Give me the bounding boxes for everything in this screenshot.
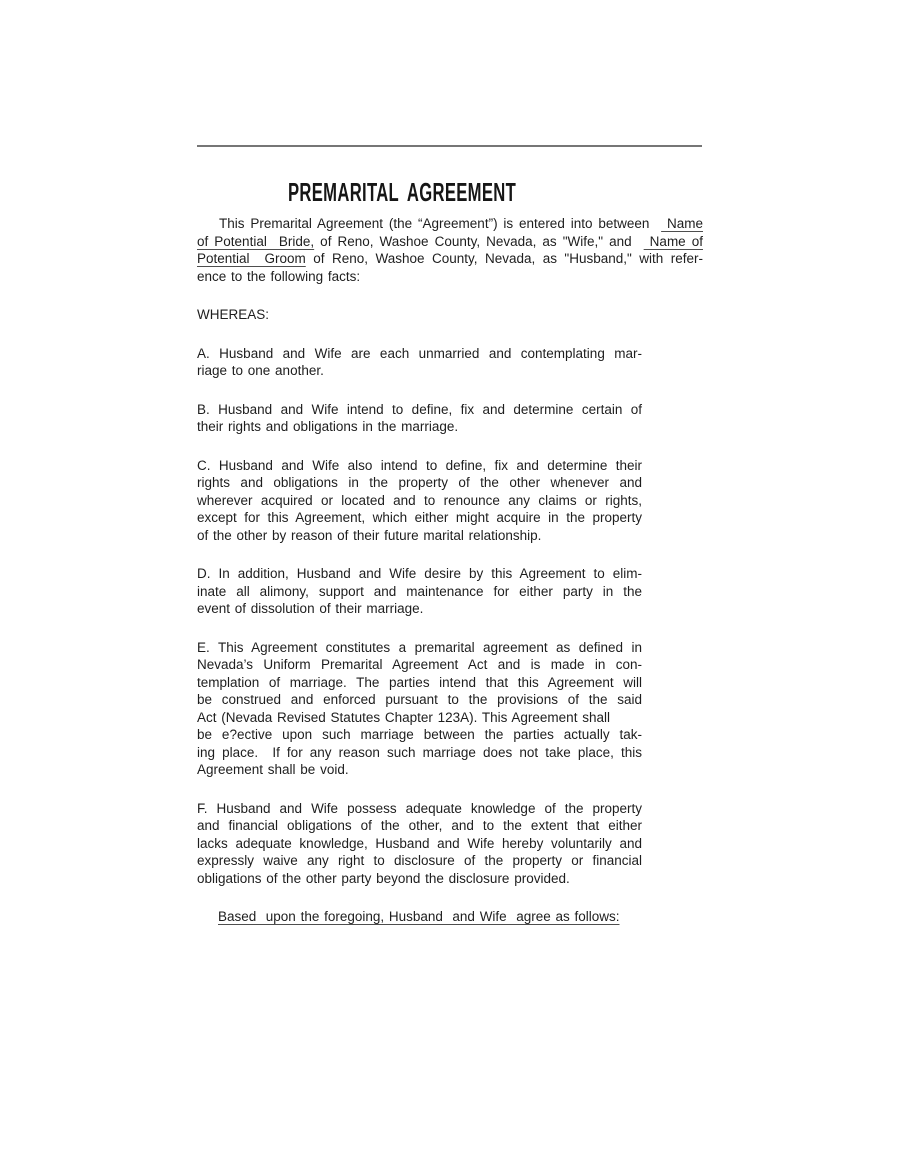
- page-title: PREMARITAL AGREEMENT: [288, 177, 517, 207]
- text-line: [197, 215, 703, 233]
- text-segment: wherever acquired or located and to renounce any claims or rights,: [197, 492, 642, 508]
- text-line: [197, 457, 642, 475]
- text-line: [197, 835, 642, 853]
- text-line: [218, 908, 703, 926]
- text-line: [197, 233, 703, 251]
- underlined-text: Name: [661, 216, 703, 231]
- text-segment: E. This Agreement constitutes a premarital agreement as defined in: [197, 639, 642, 655]
- text-segment: Nevada’s Uniform Premarital Agreement Act and is made in con-: [197, 657, 642, 672]
- text-segment: lacks adequate knowledge, Husband and Wife hereby voluntarily and: [197, 835, 642, 851]
- text-segment: obligations of the other party beyond the disclosure provided.: [197, 870, 570, 886]
- text-segment: of the other by reason of their future marital relationship.: [197, 527, 542, 543]
- closing-line: [218, 908, 703, 926]
- text-line: [197, 527, 642, 545]
- text-line: [197, 744, 642, 762]
- text-line: [197, 761, 642, 779]
- text-line: [197, 362, 642, 380]
- text-segment: their rights and obligations in the marriage.: [197, 419, 459, 434]
- text-line: [197, 509, 642, 527]
- text-line: [197, 656, 642, 674]
- text-line: [197, 726, 642, 744]
- text-line: [197, 565, 642, 583]
- text-segment: be e?ective upon such marriage between the parties actually tak-: [197, 727, 642, 742]
- text-line: [197, 474, 642, 492]
- text-line: [197, 870, 642, 888]
- text-segment: ing place. If for any reason such marriage does not take place, this: [197, 744, 642, 760]
- text-segment: This Premarital Agreement (the “Agreement”) is entered into between: [219, 216, 650, 231]
- clause-a: [197, 345, 642, 380]
- text-line: [197, 401, 642, 419]
- text-segment: A. Husband and Wife are each unmarried and contemplating mar-: [197, 345, 642, 361]
- text-segment: expressly waive any right to disclosure of the property or financial: [197, 853, 642, 868]
- text-line: [197, 709, 642, 727]
- text-segment: of Reno, Washoe County, Nevada, as "Wife," and: [314, 233, 644, 249]
- text-segment: be construed and enforced pursuant to the provisions of the said: [197, 692, 642, 707]
- text-line: [197, 674, 642, 692]
- document-content: [197, 177, 704, 947]
- text-segment: inate all alimony, support and maintenance for either party in the: [197, 583, 642, 599]
- clause-b: [197, 401, 642, 436]
- text-segment: B. Husband and Wife intend to define, fix and determine certain of: [197, 401, 642, 417]
- text-segment: Agreement shall be void.: [197, 762, 349, 777]
- underlined-text: Name of: [643, 233, 703, 249]
- underlined-text: Potential Groom: [197, 251, 306, 266]
- text-line: [197, 345, 642, 363]
- text-line: [197, 600, 642, 618]
- text-line: [197, 268, 703, 286]
- text-line: [197, 800, 642, 818]
- intro-paragraph: [197, 215, 703, 285]
- text-segment: riage to one another.: [197, 363, 324, 378]
- text-line: [197, 639, 642, 657]
- text-line: [197, 492, 642, 510]
- text-segment: Act (Nevada Revised Statutes Chapter 123A). This Agreement shall: [197, 709, 610, 725]
- clause-d: [197, 565, 642, 618]
- text-segment: F. Husband and Wife possess adequate knowledge of the property: [197, 800, 642, 816]
- text-line: [197, 583, 642, 601]
- text-segment: except for this Agreement, which either might acquire in the property: [197, 510, 642, 525]
- whereas-label: WHEREAS:: [197, 307, 270, 322]
- clause-c: [197, 457, 642, 545]
- text-segment: [649, 216, 661, 231]
- text-segment: D. In addition, Husband and Wife desire by this Agreement to elim-: [197, 566, 642, 581]
- text-line: [197, 250, 703, 268]
- text-segment: rights and obligations in the property of the other whenever and: [197, 475, 642, 490]
- text-line: [197, 852, 642, 870]
- text-segment: C. Husband and Wife also intend to define, fix and determine their: [197, 457, 642, 473]
- text-segment: of Reno, Washoe County, Nevada, as "Husband," with refer-: [305, 251, 704, 266]
- text-segment: templation of marriage. The parties intend that this Agreement will: [197, 674, 642, 690]
- underlined-text: Based upon the foregoing, Husband and Wife agree as follows:: [218, 909, 620, 924]
- text-segment: and financial obligations of the other, and to the extent that either: [197, 818, 642, 833]
- clause-f: [197, 800, 642, 888]
- underlined-text: of Potential Bride,: [197, 233, 315, 249]
- clause-e: [197, 639, 642, 779]
- text-line: [197, 691, 642, 709]
- text-line: [197, 817, 642, 835]
- text-segment: event of dissolution of their marriage.: [197, 601, 424, 616]
- text-segment: ence to the following facts:: [197, 268, 361, 284]
- text-line: [197, 418, 642, 436]
- top-rule: [197, 145, 702, 147]
